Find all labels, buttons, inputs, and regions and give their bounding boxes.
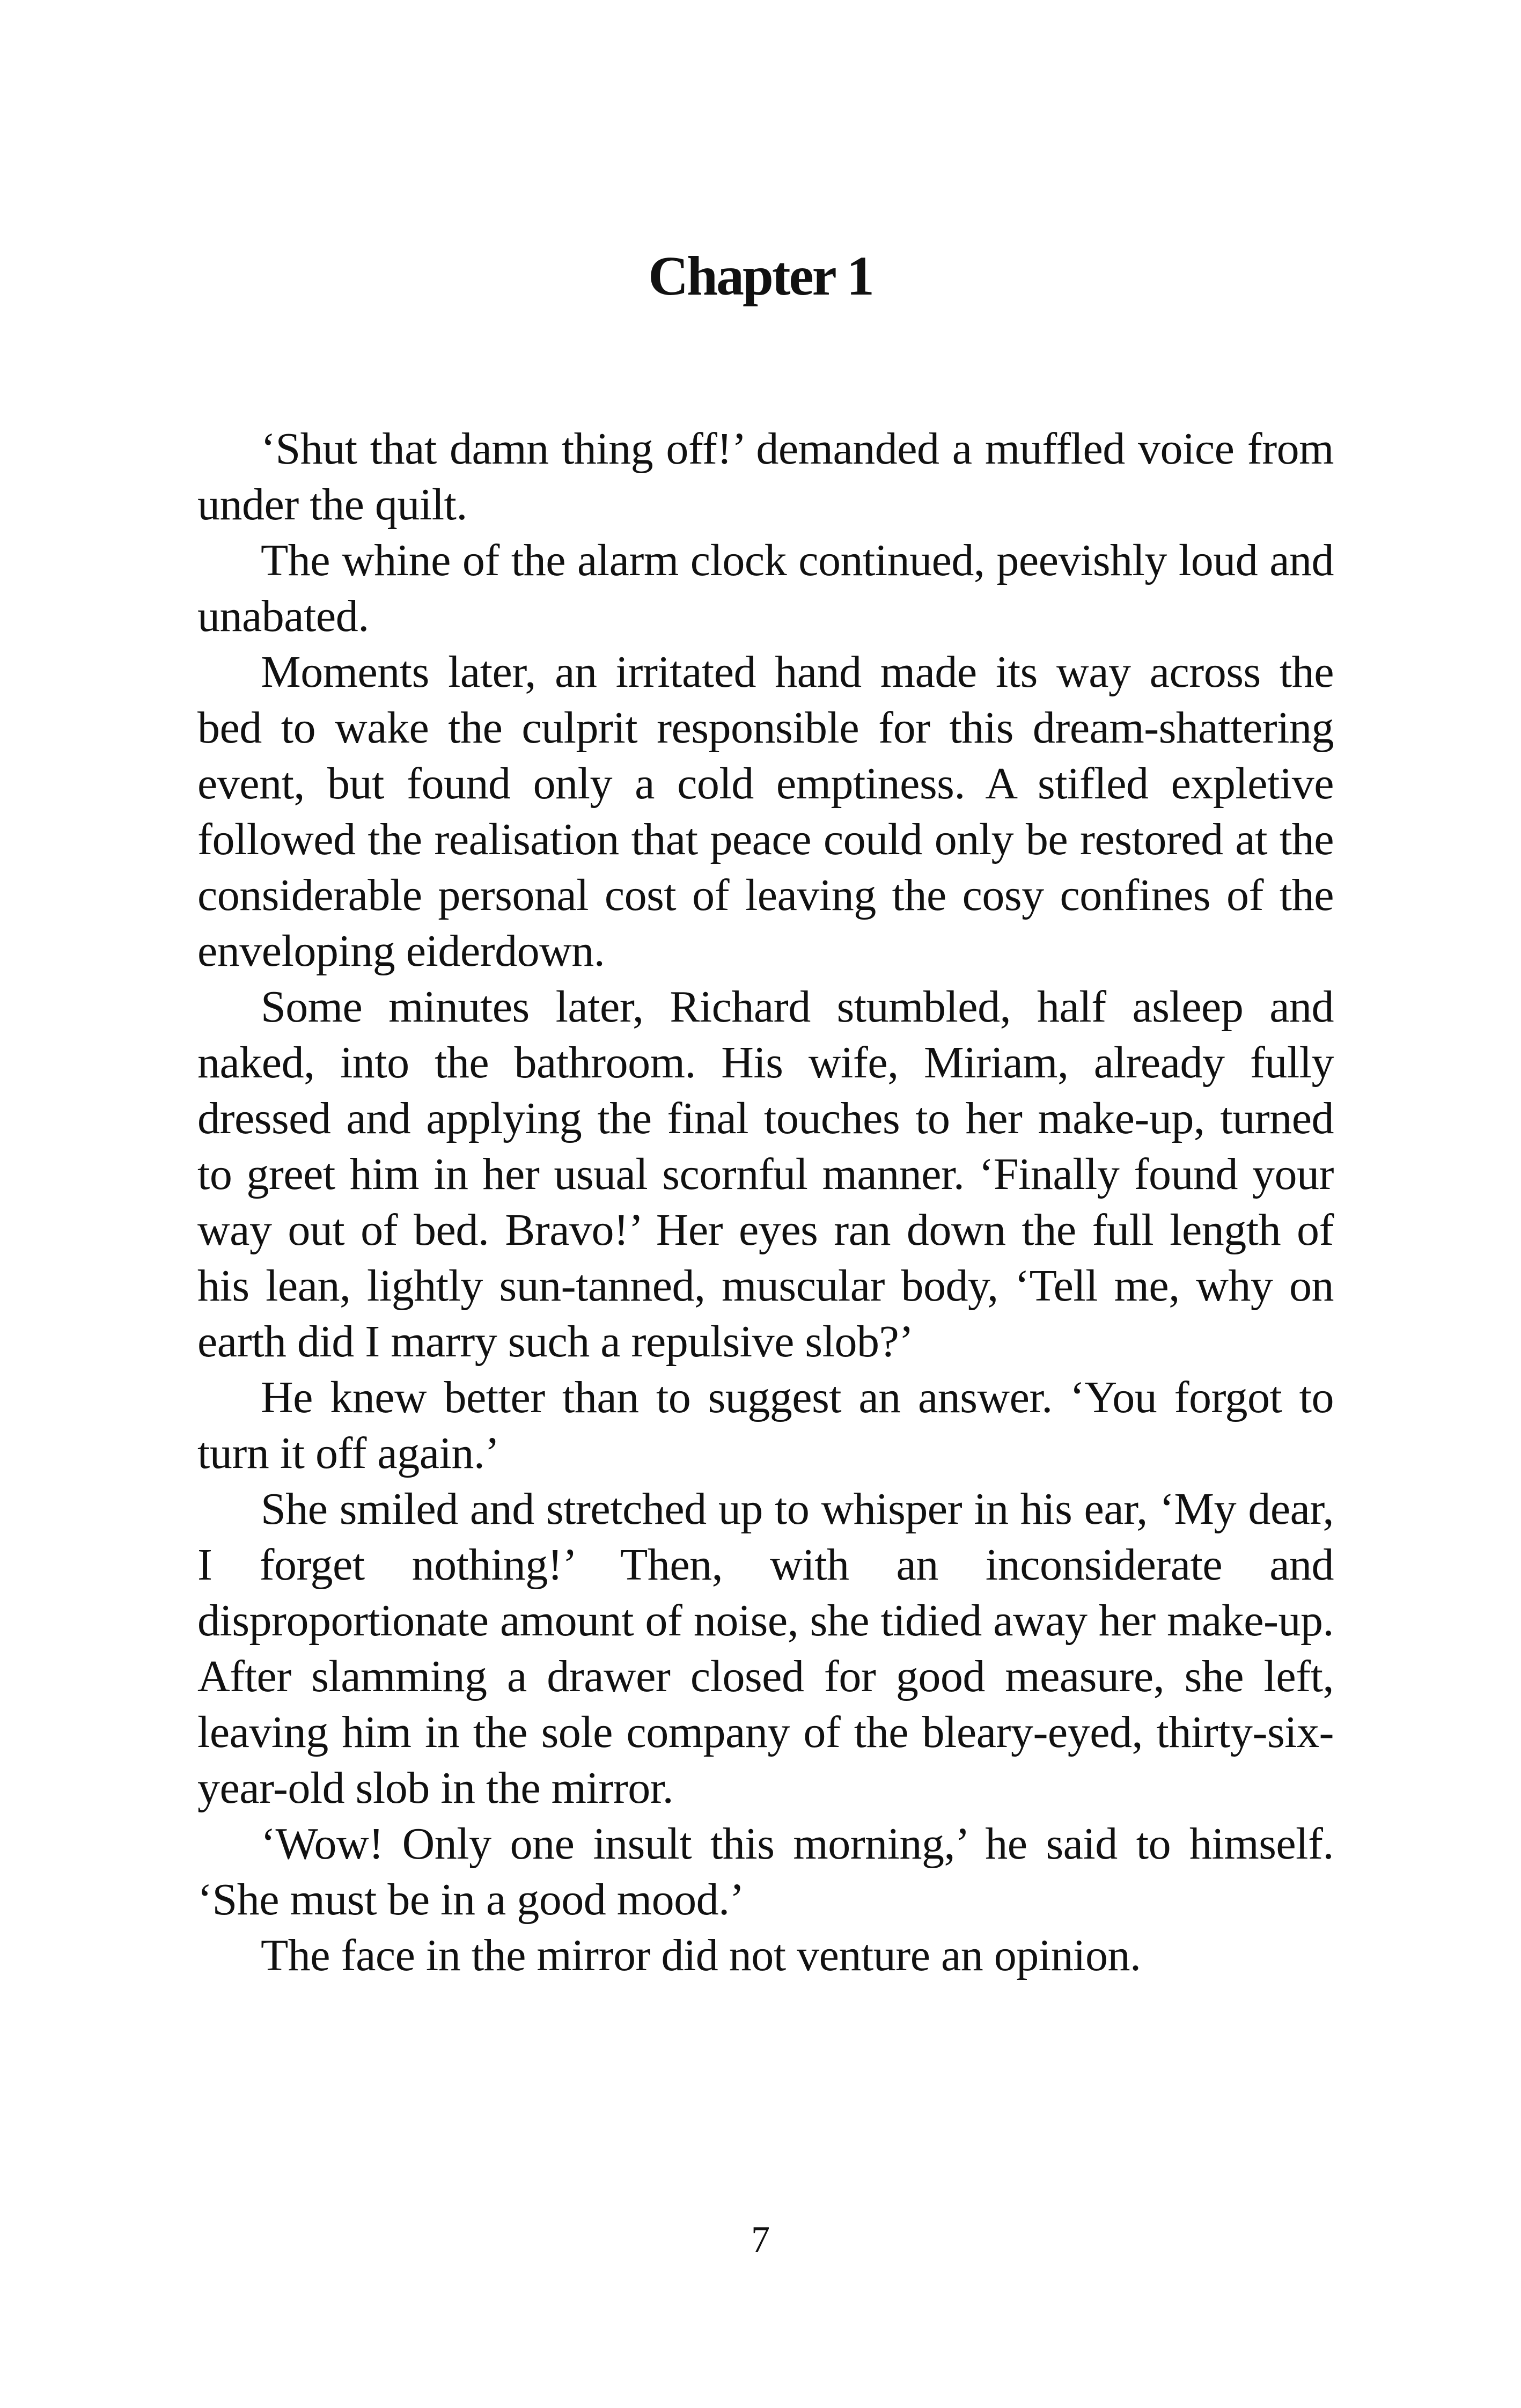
paragraph: The face in the mirror did not venture an opinion.: [261, 1930, 1141, 1980]
paragraph: ‘Shut that damn thing off!’ demanded a muffled voice from under the quilt.: [197, 424, 1334, 530]
paragraph: He knew better than to suggest an answer. ‘You forgot to turn it off again.’: [197, 1372, 1334, 1478]
paragraph: Moments later, an irritated hand made its way across the bed to wake the culprit responsible for this dream-shattering event, but found only a cold emptiness. A stifled expletive followed the realisation that peace could only be restored at the considerable personal cost of leaving the cosy confines of the enveloping eiderdown.: [197, 647, 1334, 976]
paragraph: The whine of the alarm clock continued, peevishly loud and unabated.: [197, 535, 1334, 641]
paragraph: Some minutes later, Richard stumbled, half asleep and naked, into the bathroom. His wife, Miriam, already fully dressed and applying the final touches to her make-up, turned to greet him in her usual scornful manner. ‘Finally found your way out of bed. Bravo!’ Her eyes ran down the full length of his lean, lightly sun-tanned, muscular body, ‘Tell me, why on earth did I marry such a repulsive slob?’: [197, 982, 1334, 1367]
paragraph: She smiled and stretched up to whisper in his ear, ‘My dear, I forget nothing!’ Then, with an inconsiderate and disproportionate amount of noise, she tidied away her make-up. After slamming a drawer closed for good measure, she left, leaving him in the sole company of the bleary-eyed, thirty-six-year-old slob in the mirror.: [197, 1484, 1334, 1813]
page-number: 7: [751, 2219, 770, 2260]
chapter-body: [197, 421, 1334, 1984]
chapter-title: Chapter 1: [648, 245, 873, 307]
paragraph: ‘Wow! Only one insult this morning,’ he said to himself. ‘She must be in a good mood.’: [197, 1819, 1334, 1925]
